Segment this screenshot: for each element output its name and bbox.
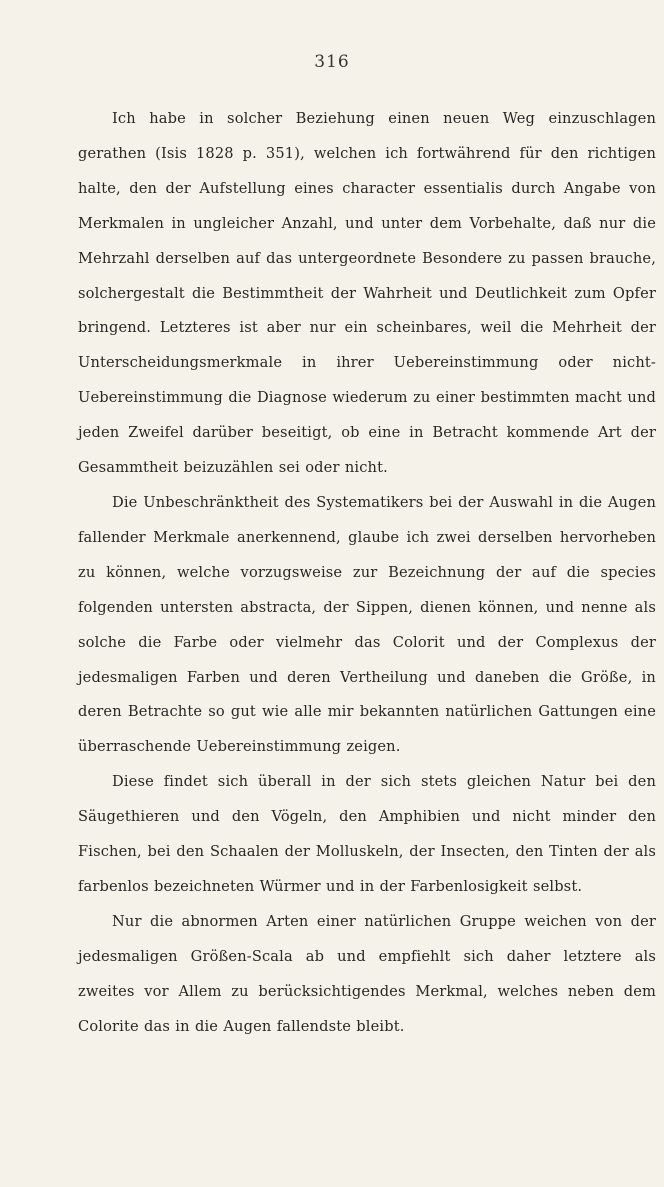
page-number: 316	[314, 52, 350, 72]
paragraph-2: Die Unbeschränktheit des Systematikers bei der Auswahl in die Augen fallender Merkmale anerkennend, glaube ich zwei derselben hervorheben zu können, welche vorzugsweise zur Bezeichnung der auf die species folgenden untersten abstracta, der Sippen, dienen können, und nenne als solche die Farbe oder vielmehr das Colorit und der Complexus der jedesmaligen Farben und deren Vertheilung und daneben die Größe, in deren Betrachte so gut wie alle mir bekannten natürlichen Gattungen eine überraschende Uebereinstimmung zeigen.	[78, 493, 656, 756]
paragraph-4: Nur die abnormen Arten einer natürlichen Gruppe weichen von der jedesmaligen Größen-Scala ab und empfiehlt sich daher letztere als zweites vor Allem zu berücksichtigendes Merkmal, welches neben dem Colorite das in die Augen fallendste bleibt.	[78, 912, 656, 1035]
body-text	[78, 102, 656, 1044]
paragraph-1: Ich habe in solcher Beziehung einen neuen Weg einzuschlagen gerathen (Isis 1828 p. 351), welchen ich fortwährend für den richtigen halte, den der Aufstellung eines character essentialis durch Angabe von Merkmalen in ungleicher Anzahl, und unter dem Vorbehalte, daß nur die Mehrzahl derselben auf das untergeordnete Besondere zu passen brauche, solchergestalt die Bestimmtheit der Wahrheit und Deutlichkeit zum Opfer bringend. Letzteres ist aber nur ein scheinbares, weil die Mehrheit der Unterscheidungsmerkmale in ihrer Uebereinstimmung oder nicht-Uebereinstimmung die Diagnose wiederum zu einer bestimmten macht und jeden Zweifel darüber beseitigt, ob eine in Betracht kommende Art der Gesammtheit beizuzählen sei oder nicht.	[78, 110, 656, 477]
paragraph-3: Diese findet sich überall in der sich stets gleichen Natur bei den Säugethieren und den Vögeln, den Amphibien und nicht minder den Fischen, bei den Schaalen der Molluskeln, der Insecten, den Tinten der als farbenlos bezeichneten Würmer und in der Farbenlosigkeit selbst.	[78, 773, 656, 895]
